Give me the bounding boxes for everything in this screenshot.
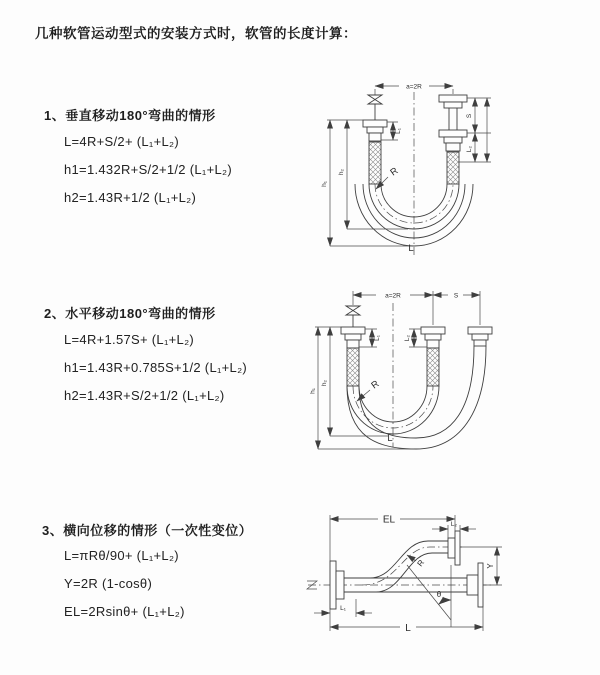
hose-u-bend [347, 346, 486, 449]
dimension-l1 [314, 599, 372, 617]
diagram-vertical-180-bend [313, 72, 598, 262]
section3-formula-L: L=πRθ/90+ (L₁+L₂) [64, 548, 179, 563]
dimension-l2 [432, 521, 476, 538]
section3-formula-EL: EL=2Rsinθ+ (L₁+L₂) [64, 604, 185, 619]
section1-formula-L: L=4R+S/2+ (L₁+L₂) [64, 134, 179, 149]
valve-icon [368, 95, 382, 120]
left-hose-fitting [341, 327, 365, 348]
dim-l1-label: L₁ [340, 605, 346, 612]
dim-s-label: S [453, 292, 459, 300]
left-braided-hose [369, 142, 381, 184]
section2-formula-h2: h2=1.43R+S/2+1/2 (L₁+L₂) [64, 388, 225, 403]
right-hose-fittings [439, 95, 467, 151]
section2-formula-h1: h1=1.43R+0.785S+1/2 (L₁+L₂) [64, 360, 248, 375]
dim-a2r-label: a=2R [385, 292, 401, 300]
dim-s-label: S [466, 113, 473, 119]
section2-heading: 2、水平移动180°弯曲的情形 [44, 306, 216, 321]
page-title: 几种软管运动型式的安装方式时，软管的长度计算： [35, 26, 357, 41]
radius-label: R [388, 165, 401, 179]
diagram-horizontal-180-bend [310, 283, 600, 455]
dim-l2-label: L₂ [404, 334, 411, 342]
section3-formula-Y: Y=2R (1-cosθ) [64, 576, 153, 591]
dimension-a2r [353, 291, 480, 325]
dim-a2r-label: a=2R [406, 83, 422, 91]
dimension-el [330, 515, 455, 562]
right-flange [467, 563, 483, 607]
dimension-l [330, 607, 483, 634]
angle-theta-label: θ [436, 590, 442, 599]
section1-heading: 1、垂直移动180°弯曲的情形 [44, 108, 216, 123]
diagram-lateral-displacement [300, 505, 600, 665]
section1-formula-h2: h2=1.43R+1/2 (L₁+L₂) [64, 190, 197, 205]
section3-heading: 3、横向位移的情形（一次性变位） [42, 523, 253, 538]
dim-y-label: Y [486, 563, 495, 569]
dim-l1-label: L₁ [374, 335, 381, 341]
section2-formula-L: L=4R+1.57S+ (L₁+L₂) [64, 332, 195, 347]
length-label: L [408, 243, 414, 254]
dim-l2-label: L₂ [466, 145, 473, 153]
dim-l2-label: L₂ [450, 521, 458, 528]
dimension-s [433, 293, 480, 300]
dim-h1-label: h₁ [310, 388, 317, 394]
right-braided-hose [447, 152, 459, 184]
s-curve-hose [362, 541, 462, 592]
section1-formula-h1: h1=1.432R+S/2+1/2 (L₁+L₂) [64, 162, 232, 177]
dim-l-label: L [405, 623, 411, 634]
dim-el-label: EL [382, 514, 396, 526]
valve-icon [346, 306, 360, 327]
dimension-h1 [310, 327, 414, 449]
right-hose-fitting [468, 327, 492, 346]
left-flange [330, 561, 344, 609]
radius-label: R [415, 558, 427, 569]
middle-hose-fitting [421, 327, 445, 348]
dim-h2-label: h₂ [321, 379, 328, 387]
radius-callout [357, 378, 381, 401]
left-braided-hose [347, 348, 359, 386]
length-label: L [387, 433, 393, 444]
radius-construction [407, 555, 451, 627]
middle-braided-hose [427, 348, 439, 386]
dim-l1-label: L₁ [395, 128, 402, 134]
left-hose-fitting [363, 120, 387, 141]
dimension-l2 [466, 98, 487, 162]
radius-label: R [369, 378, 382, 392]
dim-h1-label: h₁ [321, 181, 328, 187]
dim-h2-label: h₂ [338, 168, 345, 176]
elevated-flange [448, 531, 460, 565]
